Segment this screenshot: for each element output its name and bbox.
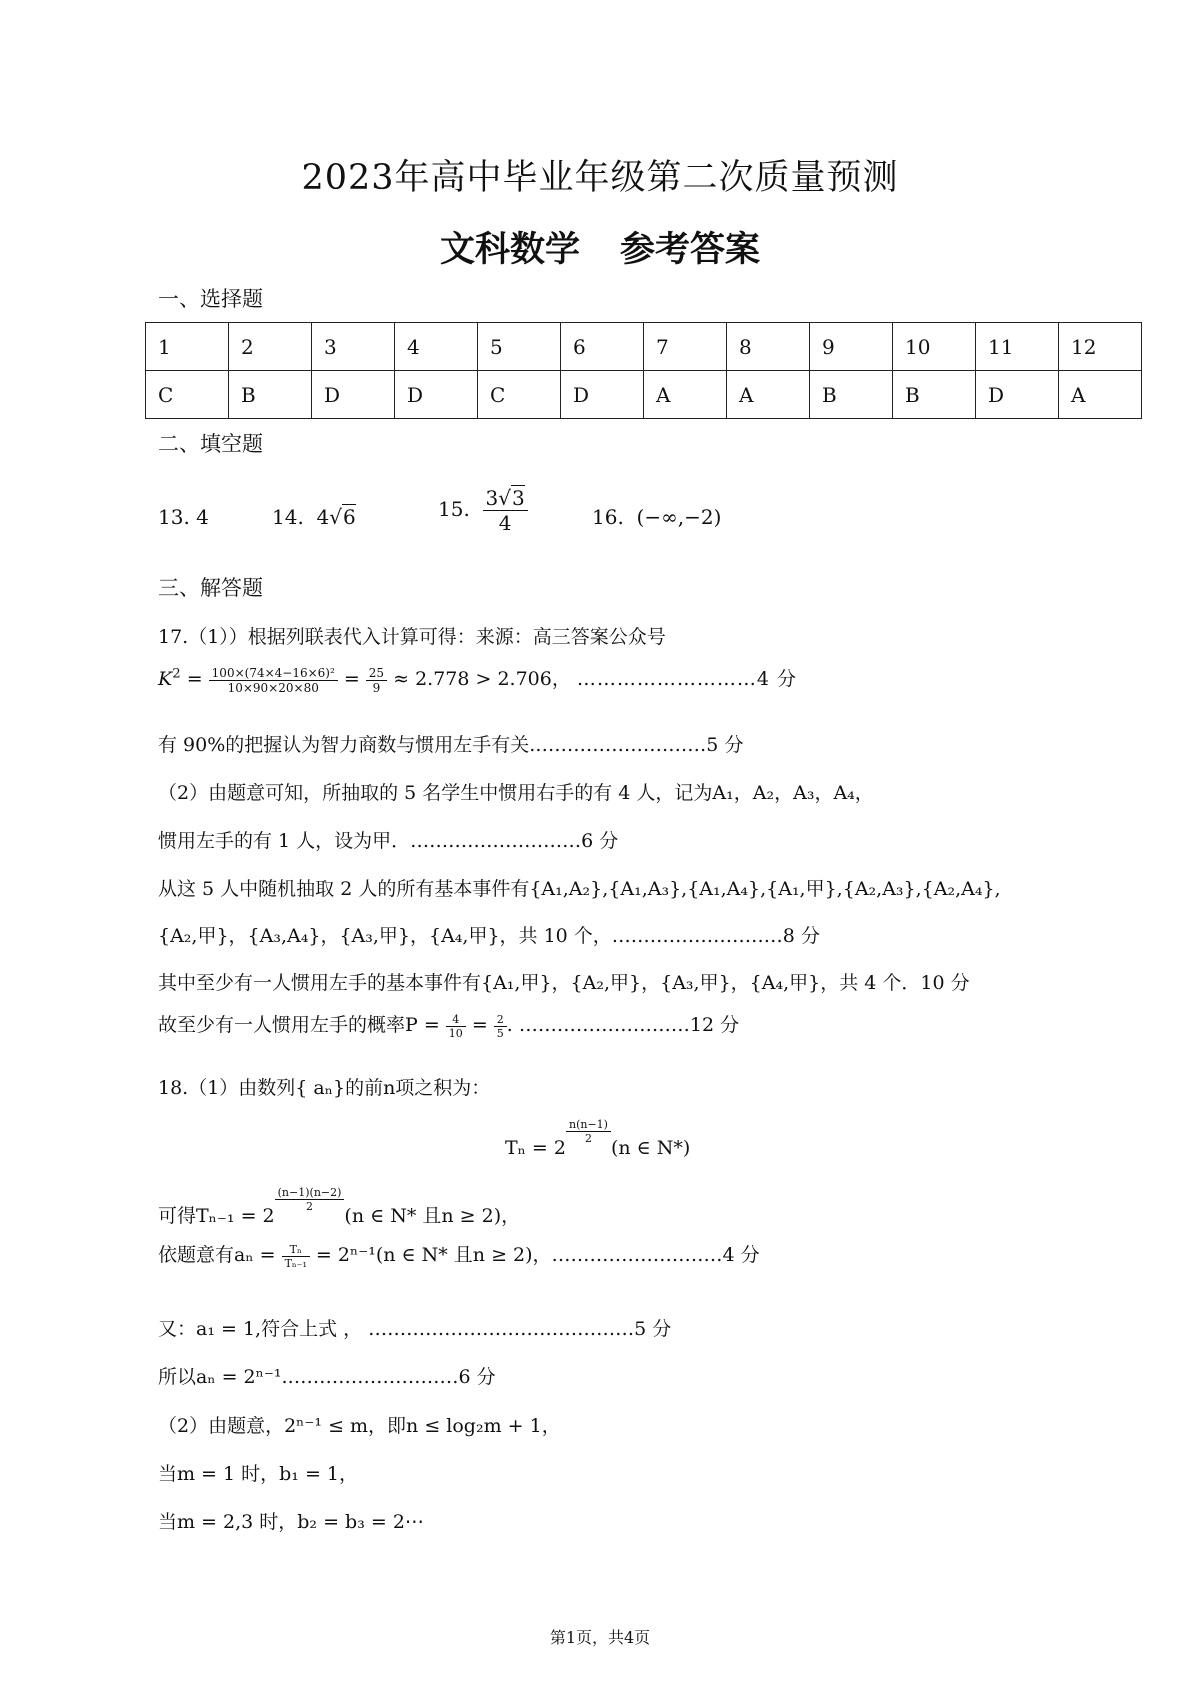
table-row-answers xyxy=(146,371,1142,419)
fill-answer-15: 15. $\frac{3√3}{4}$ xyxy=(438,486,528,535)
solution-line: 当m = 2,3 时，b₂ = b₃ = 2⋯ xyxy=(158,1511,424,1533)
fraction: $\frac{25}{9}$ xyxy=(366,666,387,695)
subtitle-subject: 文科数学 xyxy=(439,230,580,270)
table-cell: A xyxy=(727,371,810,419)
table-cell: C xyxy=(478,371,561,419)
solution-formula-tn: Tₙ = 2 $\frac{n(n-1)}{2}$ (n ∈ N*) xyxy=(505,1118,691,1159)
solution-line: 所以aₙ = 2ⁿ⁻¹.………………………6 分 xyxy=(158,1366,496,1388)
section-solutions: 三、解答题 xyxy=(158,576,263,600)
solution-line: 17.（1））根据列联表代入计算可得：来源：高三答案公众号 xyxy=(158,626,666,648)
solution-line: 当m = 1 时，b₁ = 1， xyxy=(158,1463,359,1485)
table-cell: 10 xyxy=(893,323,976,371)
solution-line: 从这 5 人中随机抽取 2 人的所有基本事件有{A₁,A₂},{A₁,A₃},{A₁,A₄},{A₁,甲},{A₂,A₃},{A₂,A₄}, xyxy=(158,878,1001,900)
table-cell: 9 xyxy=(810,323,893,371)
fraction: $\frac{\text{Tₙ}}{\text{Tₙ₋₁}}$ xyxy=(282,1243,310,1270)
table-cell: 3 xyxy=(312,323,395,371)
fill-answer-14: 14. 4√6 xyxy=(272,505,356,529)
section-multiple-choice: 一、选择题 xyxy=(158,287,263,311)
fraction: $\frac{(n-1)(n-2)}{2}$ xyxy=(275,1186,345,1213)
table-cell: 5 xyxy=(478,323,561,371)
section-fill-in: 二、填空题 xyxy=(158,432,263,456)
fraction: $\frac{2}{5}$ xyxy=(494,1013,507,1040)
solution-line-probability: 故至少有一人惯用左手的概率P = $\frac{4}{10}$ = $\frac{2}{5}$ . ………………………12 分 xyxy=(158,1012,740,1040)
table-row-numbers xyxy=(146,323,1142,371)
fill-answer-16: 16. (−∞,−2) xyxy=(592,505,722,529)
table-cell: B xyxy=(810,371,893,419)
subtitle-answer-key: 参考答案 xyxy=(620,230,761,270)
solution-line-an: 依题意有aₙ = $\frac{\text{Tₙ}}{\text{Tₙ₋₁}}$ = 2ⁿ⁻¹(n ∈ N* 且n ≥ 2)，………………………4 分 xyxy=(158,1242,760,1270)
fill-answer-13: 13. 4 xyxy=(158,505,209,529)
solution-line: 有 90%的把握认为智力商数与惯用左手有关.………………………5 分 xyxy=(158,734,744,756)
fraction: $\frac{\text{100×(74×4−16×6)²}}{10\times 90\times 20\times 80}$ xyxy=(209,666,338,695)
solution-line: 18.（1）由数列{ aₙ}的前n项之积为： xyxy=(158,1077,491,1099)
solution-line: 其中至少有一人惯用左手的基本事件有{A₁,甲}，{A₂,甲}，{A₃,甲}，{A₄,甲}，共 4 个．10 分 xyxy=(158,972,970,994)
solution-line-k2: $K^2$ = $\frac{\text{100×(74×4−16×6)²}}{10\times 90\times 20\times 80}$ = $\frac{25}{9}$ ≈ 2.778 > 2.706， ………………………4 分 xyxy=(158,665,798,695)
table-cell: 1 xyxy=(146,323,229,371)
fraction: $\frac{n(n-1)}{2}$ xyxy=(566,1118,611,1145)
table-cell: B xyxy=(893,371,976,419)
solution-line: 又：a₁ = 1,符合上式 ， ……………………………………5 分 xyxy=(158,1318,672,1340)
table-cell: D xyxy=(312,371,395,419)
table-cell: 7 xyxy=(644,323,727,371)
table-cell: A xyxy=(1059,371,1142,419)
solution-line: （2）由题意可知，所抽取的 5 名学生中惯用右手的有 4 人，记为A₁，A₂，A₃，A₄， xyxy=(158,782,874,804)
table-cell: 4 xyxy=(395,323,478,371)
fraction: $\frac{3√3}{4}$ xyxy=(483,486,528,535)
solution-line-tn1: 可得Tₙ₋₁ = 2 $\frac{(n-1)(n-2)}{2}$ (n ∈ N* 且n ≥ 2)， xyxy=(158,1186,521,1227)
answer-table xyxy=(145,322,1142,419)
table-cell: A xyxy=(644,371,727,419)
table-cell: D xyxy=(395,371,478,419)
page-subtitle xyxy=(0,222,1200,272)
solution-line: 惯用左手的有 1 人，设为甲．………………………6 分 xyxy=(158,830,619,852)
solution-line: {A₂,甲}，{A₃,A₄}，{A₃,甲}，{A₄,甲}，共 10 个，………………………8 分 xyxy=(158,925,820,947)
table-cell: 11 xyxy=(976,323,1059,371)
table-cell: 8 xyxy=(727,323,810,371)
solution-line: （2）由题意，2ⁿ⁻¹ ≤ m，即n ≤ log₂m + 1， xyxy=(158,1415,561,1437)
page-footer: 第1页，共4页 xyxy=(549,1628,651,1647)
fraction: $\frac{4}{10}$ xyxy=(446,1013,466,1040)
table-cell: D xyxy=(561,371,644,419)
table-cell: 6 xyxy=(561,323,644,371)
table-cell: B xyxy=(229,371,312,419)
table-cell: 12 xyxy=(1059,323,1142,371)
table-cell: D xyxy=(976,371,1059,419)
page-title: 2023年高中毕业年级第二次质量预测 xyxy=(301,158,899,198)
table-cell: C xyxy=(146,371,229,419)
table-cell: 2 xyxy=(229,323,312,371)
